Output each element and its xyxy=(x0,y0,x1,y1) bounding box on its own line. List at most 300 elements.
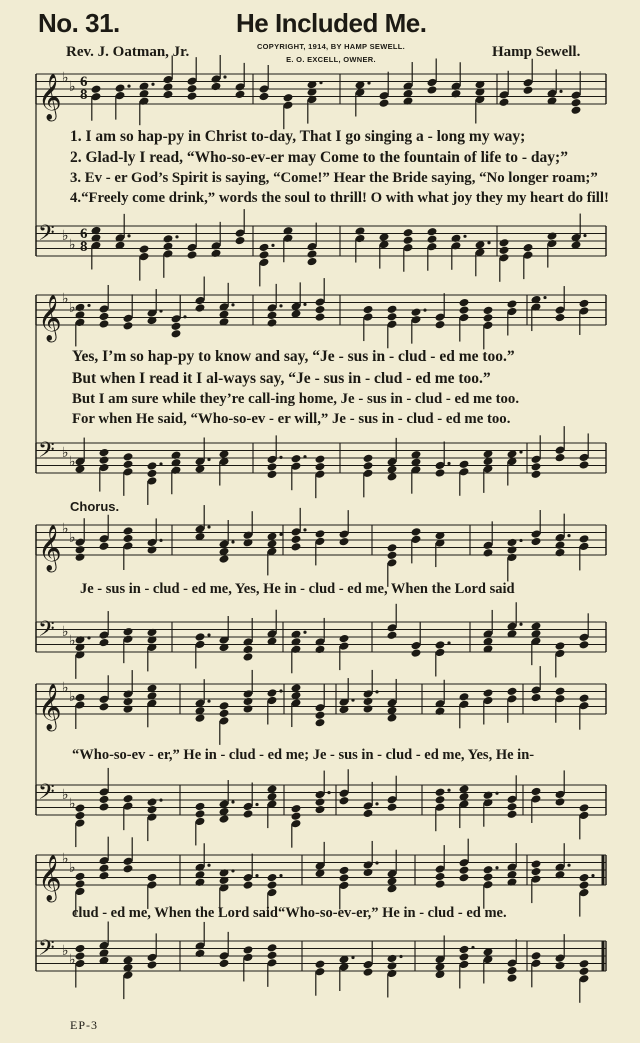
dot xyxy=(151,83,154,86)
note-head xyxy=(555,797,566,807)
note-head xyxy=(339,796,350,806)
note-head xyxy=(555,453,566,463)
note-head xyxy=(291,637,302,647)
dot xyxy=(375,802,378,805)
note-head xyxy=(171,450,182,460)
note-head xyxy=(363,809,374,819)
note-head xyxy=(403,235,414,245)
note-head xyxy=(99,871,110,881)
verse-ending-2: But when I read it I al-ways say, “Je - sus in - clud - ed me too.” xyxy=(72,370,491,387)
chorus-label: Chorus. xyxy=(70,499,120,514)
dot xyxy=(255,874,258,877)
note-head xyxy=(99,541,110,551)
note-head xyxy=(259,243,270,253)
note-head xyxy=(123,627,134,637)
treble-clef: 𝄞 xyxy=(38,525,62,571)
footer-code: EP-3 xyxy=(70,1018,98,1032)
note-head xyxy=(139,244,150,254)
flat-sign: ♭ xyxy=(62,943,69,959)
note-head xyxy=(147,797,158,807)
note-head xyxy=(411,648,422,658)
note-head xyxy=(363,461,374,471)
note-head xyxy=(75,552,86,562)
dot xyxy=(319,81,322,84)
note-head xyxy=(507,966,518,976)
note-head xyxy=(147,873,158,883)
note-head xyxy=(243,652,254,662)
note-head xyxy=(571,98,582,108)
note-head xyxy=(147,960,158,970)
note-head xyxy=(387,954,398,964)
dot xyxy=(559,90,562,93)
verse-line-3: 3. Ev - er God’s Spirit is saying, “Come!” Hear the Bride saying, “No longer roam;” xyxy=(70,170,598,186)
note-head xyxy=(531,693,542,703)
note-head xyxy=(387,543,398,553)
note-head xyxy=(451,89,462,99)
note-head xyxy=(579,880,590,890)
bass-clef: 𝄢 xyxy=(38,221,55,251)
dot xyxy=(207,700,210,703)
hymn-number: No. 31. xyxy=(38,8,120,38)
note-head xyxy=(195,809,206,819)
note-head xyxy=(451,234,462,244)
flat-sign: ♭ xyxy=(62,445,69,461)
note-head xyxy=(123,794,134,804)
note-head xyxy=(291,542,302,552)
note-head xyxy=(123,864,134,874)
dot xyxy=(183,315,186,318)
note-head xyxy=(75,545,86,555)
dot xyxy=(127,234,130,237)
note-head xyxy=(387,713,398,723)
note-head xyxy=(531,787,542,797)
dot xyxy=(159,462,162,465)
note-head xyxy=(315,305,326,315)
dot xyxy=(463,235,466,238)
note-head xyxy=(507,299,518,309)
note-head xyxy=(531,867,542,877)
note-head xyxy=(531,859,542,869)
note-head xyxy=(123,697,134,707)
flat-sign: ♭ xyxy=(62,228,69,244)
note-head xyxy=(163,242,174,252)
flat-sign: ♭ xyxy=(62,680,69,696)
time-signature-top: 6 xyxy=(80,74,88,90)
note-head xyxy=(427,227,438,237)
flat-sign: ♭ xyxy=(69,454,76,470)
verse-line-2: 2. Glad-ly I read, “Who-so-ev-er may Come to the fountain of life to - day;” xyxy=(70,149,568,166)
note-head xyxy=(427,85,438,95)
note-head xyxy=(259,250,270,260)
note-head xyxy=(99,319,110,329)
time-signature-bottom: 8 xyxy=(80,87,88,103)
note-head xyxy=(267,688,278,698)
dot xyxy=(159,798,162,801)
dot xyxy=(543,296,546,299)
flat-sign: ♭ xyxy=(69,633,76,649)
note-head xyxy=(459,945,470,955)
note-head xyxy=(123,526,134,536)
flat-sign: ♭ xyxy=(62,624,69,640)
note-head xyxy=(291,804,302,814)
note-head xyxy=(579,693,590,703)
hymn-title: He Included Me. xyxy=(236,8,427,38)
note-head xyxy=(387,551,398,561)
note-head xyxy=(459,298,470,308)
note-head xyxy=(307,249,318,259)
flat-sign: ♭ xyxy=(69,79,76,95)
note-head xyxy=(267,462,278,472)
treble-clef: 𝄞 xyxy=(38,684,62,730)
time-signature-bottom: 8 xyxy=(80,239,88,255)
note-head xyxy=(291,454,302,464)
note-head xyxy=(195,878,206,888)
note-head xyxy=(483,313,494,323)
note-head xyxy=(507,810,518,820)
note-head xyxy=(339,634,350,644)
note-head xyxy=(531,462,542,472)
dot xyxy=(375,861,378,864)
note-head xyxy=(315,312,326,322)
dot xyxy=(327,791,330,794)
note-head xyxy=(523,85,534,95)
note-head xyxy=(499,246,510,256)
note-head xyxy=(459,865,470,875)
dot xyxy=(583,234,586,237)
flat-sign: ♭ xyxy=(62,291,69,307)
lyricist: Rev. J. Oatman, Jr. xyxy=(66,44,190,60)
note-head xyxy=(435,795,446,805)
dot xyxy=(175,235,178,238)
note-head xyxy=(387,802,398,812)
note-head xyxy=(219,554,230,564)
note-head xyxy=(243,809,254,819)
note-head xyxy=(219,814,230,824)
dot xyxy=(159,309,162,312)
note-head xyxy=(555,686,566,696)
note-head xyxy=(123,534,134,544)
note-head xyxy=(123,704,134,714)
note-head xyxy=(459,305,470,315)
note-head xyxy=(259,92,270,102)
dot xyxy=(495,792,498,795)
dot xyxy=(207,633,210,636)
note-head xyxy=(195,303,206,313)
treble-clef: 𝄞 xyxy=(38,855,62,901)
note-head xyxy=(355,226,366,236)
note-head xyxy=(99,448,110,458)
note-head xyxy=(483,688,494,698)
dot xyxy=(207,864,210,867)
note-head xyxy=(115,83,126,93)
note-head xyxy=(483,306,494,316)
note-head xyxy=(147,545,158,555)
note-head xyxy=(483,865,494,875)
note-head xyxy=(147,805,158,815)
note-head xyxy=(483,790,494,800)
note-head xyxy=(315,529,326,539)
treble-clef: 𝄞 xyxy=(38,74,62,120)
note-head xyxy=(315,462,326,472)
note-head xyxy=(531,537,542,547)
note-head xyxy=(163,82,174,92)
dot xyxy=(279,456,282,459)
note-head xyxy=(427,234,438,244)
dot xyxy=(87,636,90,639)
note-head xyxy=(139,89,150,99)
dot xyxy=(351,956,354,959)
dot xyxy=(447,789,450,792)
note-head xyxy=(499,98,510,108)
note-head xyxy=(75,310,86,320)
bass-clef: 𝄢 xyxy=(38,438,55,468)
note-head xyxy=(363,868,374,878)
note-head xyxy=(435,787,446,797)
bass-clef: 𝄢 xyxy=(38,780,55,810)
note-head xyxy=(75,872,86,882)
chorus-line-2: “Who-so-ev - er,” He in - clud - ed me; Je - sus in - clud - ed me, Yes, He in- xyxy=(72,747,535,763)
note-head xyxy=(507,538,518,548)
note-head xyxy=(435,468,446,478)
note-head xyxy=(267,311,278,321)
note-head xyxy=(243,880,254,890)
note-head xyxy=(219,709,230,719)
note-head xyxy=(459,952,470,962)
note-head xyxy=(267,951,278,961)
verse-ending-3: But I am sure while they’re call-ing home, Je - sus in - clud - ed me too. xyxy=(72,391,520,407)
note-head xyxy=(435,640,446,650)
note-head xyxy=(555,961,566,971)
note-head xyxy=(75,303,86,313)
note-head xyxy=(403,228,414,238)
dot xyxy=(399,955,402,958)
note-head xyxy=(243,697,254,707)
note-head xyxy=(123,452,134,462)
dot xyxy=(495,866,498,869)
note-head xyxy=(243,645,254,655)
dot xyxy=(519,450,522,453)
note-head xyxy=(99,312,110,322)
dot xyxy=(447,462,450,465)
note-head xyxy=(579,803,590,813)
note-head xyxy=(315,797,326,807)
dot xyxy=(231,800,234,803)
note-head xyxy=(379,98,390,108)
note-head xyxy=(579,640,590,650)
verse-line-1: 1. I am so hap-py in Christ to-day, That I go singing a - long my way; xyxy=(70,128,526,145)
note-head xyxy=(579,534,590,544)
flat-sign: ♭ xyxy=(69,300,76,316)
note-head xyxy=(363,967,374,977)
note-head xyxy=(139,81,150,91)
dot xyxy=(207,458,210,461)
bass-clef: 𝄢 xyxy=(38,936,55,966)
note-head xyxy=(267,943,278,953)
note-head xyxy=(99,863,110,873)
note-head xyxy=(507,545,518,555)
note-head xyxy=(75,693,86,703)
flat-sign: ♭ xyxy=(62,70,69,86)
dot xyxy=(127,85,130,88)
note-head xyxy=(219,701,230,711)
note-head xyxy=(171,458,182,468)
dot xyxy=(279,304,282,307)
note-head xyxy=(579,959,590,969)
note-head xyxy=(75,811,86,821)
verse-ending-4: For when He said, “Who-so-ev - er will,” Je - sus in - clud - ed me too. xyxy=(72,411,511,427)
copyright-owner: E. O. EXCELL, OWNER. xyxy=(286,55,376,64)
note-head xyxy=(99,702,110,712)
note-head xyxy=(267,470,278,480)
note-head xyxy=(195,713,206,723)
note-head xyxy=(283,226,294,236)
note-head xyxy=(195,632,206,642)
note-head xyxy=(243,945,254,955)
note-head xyxy=(211,82,222,92)
flat-sign: ♭ xyxy=(69,237,76,253)
note-head xyxy=(171,322,182,332)
note-head xyxy=(283,93,294,103)
dot xyxy=(303,303,306,306)
dot xyxy=(159,539,162,542)
note-head xyxy=(411,307,422,317)
dot xyxy=(519,539,522,542)
note-head xyxy=(195,802,206,812)
note-head xyxy=(315,959,326,969)
note-head xyxy=(459,873,470,883)
note-head xyxy=(123,460,134,470)
bass-clef: 𝄢 xyxy=(38,617,55,647)
dot xyxy=(303,455,306,458)
note-head xyxy=(435,879,446,889)
note-head xyxy=(91,84,102,94)
note-head xyxy=(315,805,326,815)
dot xyxy=(487,241,490,244)
note-head xyxy=(315,710,326,720)
dot xyxy=(367,81,370,84)
note-head xyxy=(507,973,518,983)
note-head xyxy=(363,704,374,714)
time-signature-top: 6 xyxy=(80,226,88,242)
dot xyxy=(567,534,570,537)
note-head xyxy=(363,697,374,707)
note-head xyxy=(555,641,566,651)
note-head xyxy=(195,949,206,959)
note-head xyxy=(147,461,158,471)
note-head xyxy=(435,320,446,330)
note-head xyxy=(187,91,198,101)
note-head xyxy=(571,105,582,115)
note-head xyxy=(243,538,254,548)
note-head xyxy=(339,537,350,547)
note-head xyxy=(291,811,302,821)
dot xyxy=(231,540,234,543)
dot xyxy=(279,533,282,536)
note-head xyxy=(171,329,182,339)
note-head xyxy=(267,318,278,328)
note-head xyxy=(459,460,470,470)
note-head xyxy=(531,470,542,480)
dot xyxy=(223,75,226,78)
note-head xyxy=(411,527,422,537)
note-head xyxy=(435,706,446,716)
dot xyxy=(87,304,90,307)
note-head xyxy=(339,866,350,876)
note-head xyxy=(195,870,206,880)
flat-sign: ♭ xyxy=(69,796,76,812)
note-head xyxy=(99,795,110,805)
note-head xyxy=(483,548,494,558)
note-head xyxy=(147,469,158,479)
note-head xyxy=(99,455,110,465)
dot xyxy=(591,874,594,877)
note-head xyxy=(243,704,254,714)
note-head xyxy=(307,257,318,267)
note-head xyxy=(219,959,230,969)
dot xyxy=(271,244,274,247)
dot xyxy=(255,803,258,806)
note-head xyxy=(99,638,110,648)
note-head xyxy=(507,687,518,697)
note-head xyxy=(507,802,518,812)
note-head xyxy=(339,873,350,883)
note-head xyxy=(235,236,246,246)
note-head xyxy=(435,872,446,882)
note-head xyxy=(363,305,374,315)
note-head xyxy=(75,803,86,813)
note-head xyxy=(579,299,590,309)
dot xyxy=(567,864,570,867)
dot xyxy=(303,631,306,634)
note-head xyxy=(387,305,398,315)
note-head xyxy=(291,535,302,545)
note-head xyxy=(483,872,494,882)
note-head xyxy=(267,873,278,883)
note-head xyxy=(99,802,110,812)
dot xyxy=(279,874,282,877)
note-head xyxy=(123,321,134,331)
note-head xyxy=(75,951,86,961)
flat-sign: ♭ xyxy=(69,530,76,546)
dot xyxy=(471,946,474,949)
note-head xyxy=(579,873,590,883)
dot xyxy=(231,303,234,306)
note-head xyxy=(579,460,590,470)
chorus-line-1: Je - sus in - clud - ed me, Yes, He in - clud - ed me, When the Lord said xyxy=(80,581,515,597)
note-head xyxy=(547,231,558,241)
flat-sign: ♭ xyxy=(62,851,69,867)
dot xyxy=(231,869,234,872)
note-head xyxy=(387,631,398,641)
composer: Hamp Sewell. xyxy=(492,44,581,60)
flat-sign: ♭ xyxy=(69,860,76,876)
note-head xyxy=(555,548,566,558)
verse-line-4: 4.“Freely come drink,” words the soul to thrill! O with what joy they my heart do fill! xyxy=(70,190,609,206)
flat-sign: ♭ xyxy=(69,689,76,705)
dot xyxy=(447,641,450,644)
note-head xyxy=(523,243,534,253)
note-head xyxy=(75,944,86,954)
note-head xyxy=(459,692,470,702)
flat-sign: ♭ xyxy=(62,521,69,537)
treble-clef: 𝄞 xyxy=(38,295,62,341)
note-head xyxy=(315,645,326,655)
note-head xyxy=(75,879,86,889)
note-head xyxy=(211,249,222,259)
note-head xyxy=(579,967,590,977)
dot xyxy=(375,690,378,693)
note-head xyxy=(291,630,302,640)
